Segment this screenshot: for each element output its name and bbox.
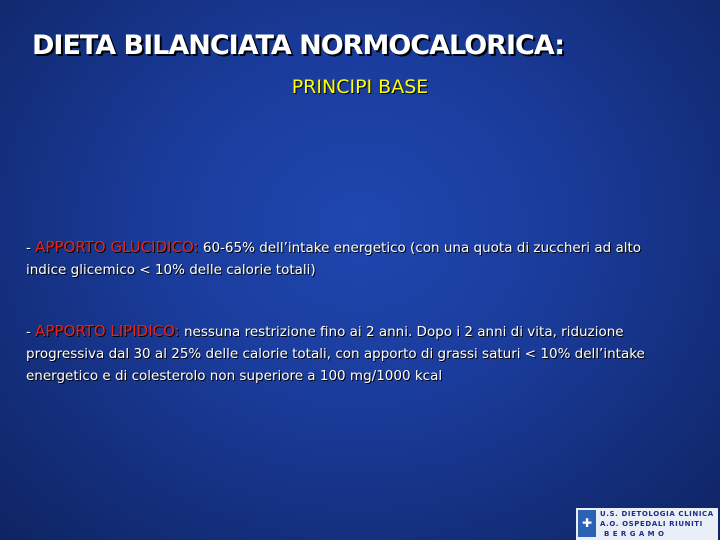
hospital-logo [576, 508, 718, 540]
bullet-lipidico [26, 320, 676, 387]
bullet-dash: - [26, 324, 36, 340]
bullet-glucidico [26, 236, 676, 281]
bullet-keyword-lipidico: APPORTO LIPIDICO: [35, 322, 180, 340]
slide-title: DIETA BILANCIATA NORMOCALORICA: [32, 30, 565, 61]
hospital-emblem-icon: ✚ [578, 510, 596, 537]
bullet-keyword-glucidico: APPORTO GLUCIDICO: [35, 238, 199, 256]
bullet-dash: - [26, 240, 36, 256]
logo-text [600, 509, 718, 539]
slide-subtitle: PRINCIPI BASE [291, 76, 429, 98]
logo-line-1: U.S. DIETOLOGIA CLINICA [600, 510, 714, 518]
bullet-text-glucidico: 60-65% dell’intake energetico (con una quota di zuccheri ad alto indice glicemico < 10% delle calorie totali) [26, 240, 642, 278]
bullet-text-lipidico: nessuna restrizione fino ai 2 anni. Dopo i 2 anni di vita, riduzione progressiva dal 30 al 25% delle calorie totali, con apporto di grassi saturi < 10% dell’intake energetico e di colesterolo non superiore a 100 mg/1000 kcal [26, 324, 645, 384]
logo-line-3: BERGAMO [604, 530, 668, 538]
logo-line-2: A.O. OSPEDALI RIUNITI [600, 520, 703, 528]
